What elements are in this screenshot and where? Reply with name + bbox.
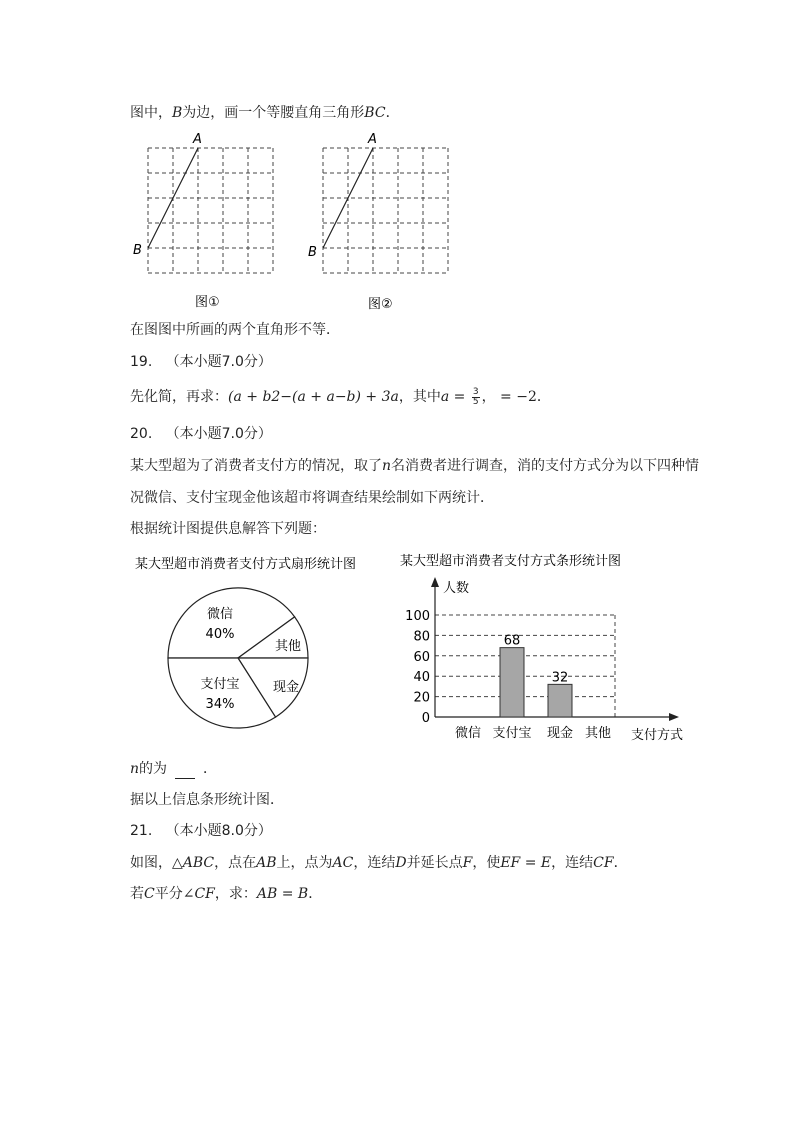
text: 名消费者进行调查，消的支付方式分为以下四种情 — [391, 458, 700, 474]
label-b: B — [308, 245, 317, 260]
text: ． — [203, 761, 218, 777]
text: 图中， — [130, 105, 172, 121]
expression: (a + b2−(a + a−b) + 3a — [228, 389, 399, 405]
y-tick-label: 0 — [421, 711, 430, 726]
question-number: 19. — [130, 354, 153, 370]
text: 如图， — [130, 855, 172, 871]
var: AB = B — [256, 886, 309, 902]
var: F — [462, 855, 473, 871]
q19-header — [130, 352, 272, 372]
text: ，求： — [214, 886, 257, 902]
q18-note: 在图图中所画的两个直角形不等． — [130, 322, 340, 338]
y-axis-arrow-icon — [431, 577, 439, 587]
text: ，点在 — [214, 855, 257, 871]
pie-slice-label: 现金 — [272, 680, 300, 695]
pie-slice-percent: 34% — [205, 697, 235, 712]
y-tick-label: 60 — [413, 649, 430, 665]
var: C — [144, 886, 155, 902]
x-axis-label: 支付方式 — [630, 728, 684, 743]
var: n — [382, 458, 392, 474]
answer-blank[interactable] — [175, 764, 195, 779]
text: 若 — [130, 886, 144, 902]
text: 先化简，再求： — [130, 389, 228, 405]
x-tick-label: 现金 — [546, 726, 574, 741]
pie-slice-label: 微信 — [206, 607, 234, 622]
q21-line1 — [130, 853, 628, 873]
bar-chart — [395, 548, 695, 748]
question-score: （本小题7.0分） — [165, 354, 272, 370]
q21-line2 — [130, 884, 322, 904]
var: △ABC — [172, 855, 215, 871]
var: a — [440, 389, 450, 405]
text: ，连结 — [551, 855, 594, 871]
text: 上，点为 — [276, 855, 333, 871]
x-tick-label: 支付宝 — [492, 726, 532, 741]
q19-body — [130, 387, 551, 407]
bar-chart-title: 某大型超市消费者支付方式条形统计图 — [400, 554, 622, 569]
text: 平分 — [154, 886, 183, 902]
frac-num: 3 — [472, 386, 479, 397]
pie-slice-label: 其他 — [274, 639, 302, 654]
q20-line1 — [130, 456, 699, 476]
text: ，连结 — [353, 855, 396, 871]
var: D — [395, 855, 407, 871]
label-a: A — [368, 132, 377, 147]
y-axis-label: 人数 — [443, 581, 470, 596]
fraction — [472, 388, 480, 407]
frac-den: 5 — [472, 396, 479, 407]
text: ，使 — [472, 855, 501, 871]
label-b: B — [133, 243, 142, 258]
q20-sub1 — [130, 759, 217, 779]
grid-figure-2 — [306, 128, 466, 318]
q18-tail-line — [130, 103, 400, 123]
figure-caption: 图② — [368, 297, 393, 312]
text: ． — [385, 105, 400, 121]
var: B — [172, 105, 183, 121]
text: = — [449, 389, 470, 405]
pie-slice-label: 支付宝 — [200, 677, 240, 692]
text: ， = −2． — [481, 389, 551, 405]
text: ，其中 — [398, 389, 441, 405]
var: AB — [256, 855, 277, 871]
q20-header — [130, 424, 272, 444]
bar — [548, 684, 572, 717]
var: ∠CF — [182, 886, 215, 902]
text: 的为 — [139, 761, 168, 777]
grid-figure-1 — [130, 128, 290, 318]
q20-line3: 根据统计图提供息解答下列题： — [130, 521, 326, 537]
question-score: （本小题7.0分） — [165, 426, 272, 442]
question-score: （本小题8.0分） — [165, 823, 272, 839]
bar — [500, 648, 524, 717]
var: BC — [364, 105, 386, 121]
var: EF = E — [500, 855, 552, 871]
y-tick-label: 80 — [413, 629, 430, 645]
x-tick-label: 其他 — [584, 726, 612, 741]
q20-sub2: 据以上信息条形统计图． — [130, 792, 284, 808]
pie-chart-title: 某大型超市消费者支付方式扇形统计图 — [135, 557, 357, 572]
var: CF — [593, 855, 614, 871]
text: 某大型超为了消费者支付方的情况，取了 — [130, 458, 382, 474]
bar-value-label: 32 — [551, 670, 569, 686]
var: n — [130, 761, 140, 777]
y-tick-label: 100 — [405, 609, 430, 624]
bar-value-label: 68 — [503, 633, 521, 649]
q21-header — [130, 821, 272, 841]
x-axis-arrow-icon — [669, 713, 679, 721]
pie-slice-percent: 40% — [205, 627, 235, 642]
figure-caption: 图① — [195, 295, 220, 310]
text: 并延长点 — [406, 855, 463, 871]
question-number: 21. — [130, 823, 153, 839]
text: 为边，画一个等腰直角三角形 — [182, 105, 365, 121]
q20-line2: 况微信、支付宝现金他该超市将调查结果绘制如下两统计． — [130, 490, 494, 506]
label-a: A — [193, 132, 202, 147]
var: AC — [332, 855, 354, 871]
y-tick-label: 40 — [413, 670, 430, 686]
y-tick-label: 20 — [413, 690, 430, 706]
pie-chart — [120, 548, 390, 733]
text: ． — [308, 886, 323, 902]
x-tick-label: 微信 — [454, 726, 482, 741]
question-number: 20. — [130, 426, 153, 442]
text: ． — [613, 855, 628, 871]
